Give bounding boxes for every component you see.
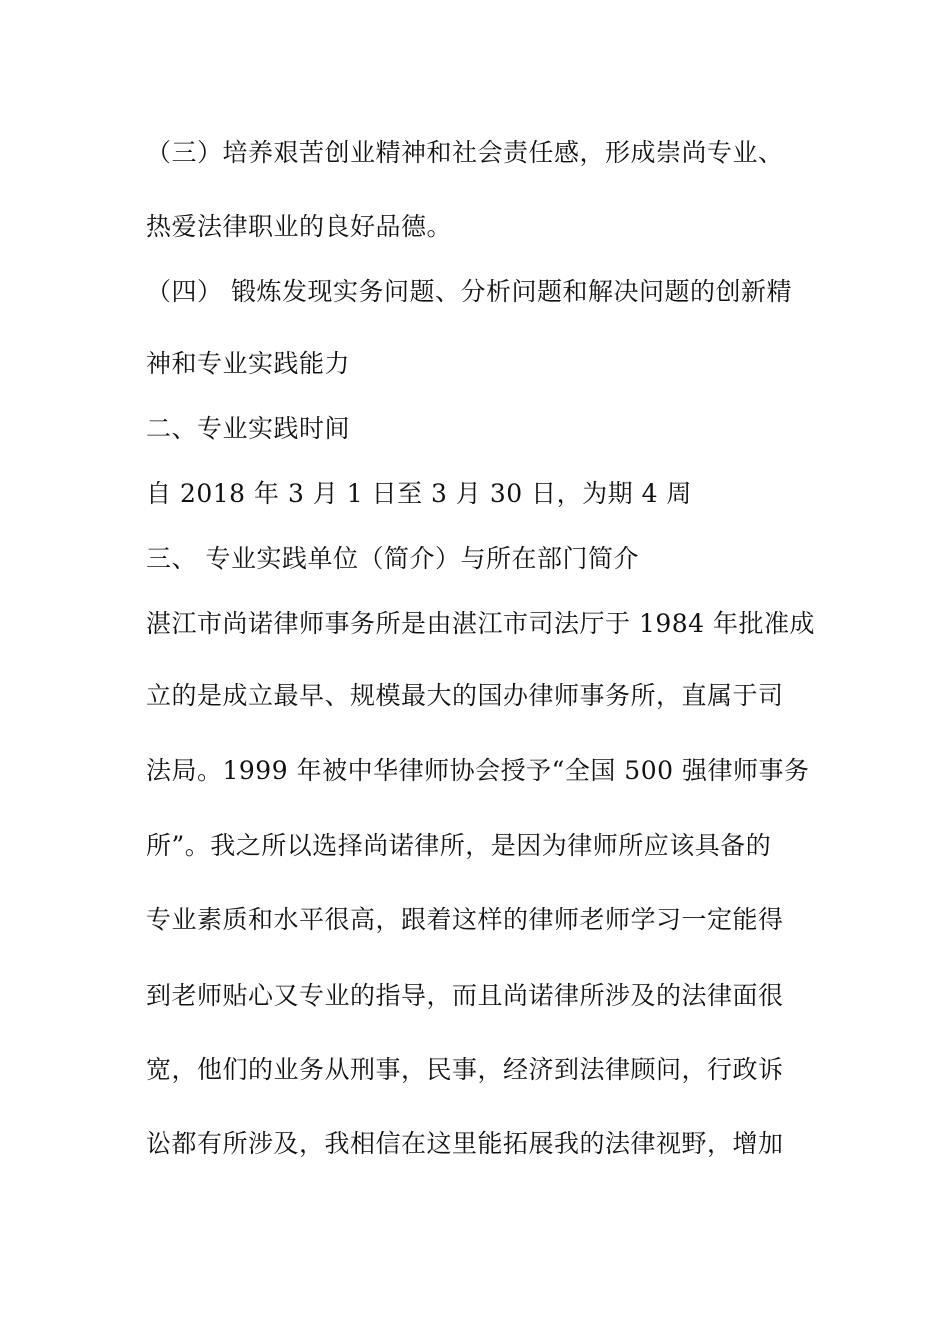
text-line: 法局。1999 年被中华律师协会授予“全国 500 强律师事务 bbox=[146, 756, 810, 785]
text-line: （三）培养艰苦创业精神和社会责任感，形成崇尚专业、 bbox=[146, 138, 784, 167]
text-line: 自 2018 年 3 月 1 日至 3 月 30 日，为期 4 周 bbox=[146, 479, 692, 508]
section-heading: 三、 专业实践单位（简介）与所在部门简介 bbox=[146, 544, 639, 573]
section-heading: 二、专业实践时间 bbox=[146, 414, 351, 443]
text-line: 讼都有所涉及，我相信在这里能拓展我的法律视野，增加 bbox=[146, 1129, 784, 1158]
text-line: 宽，他们的业务从刑事，民事，经济到法律顾问，行政诉 bbox=[146, 1055, 784, 1084]
text-line: 湛江市尚诺律师事务所是由湛江市司法厅于 1984 年批准成 bbox=[146, 609, 816, 638]
text-line: 专业素质和水平很高，跟着这样的律师老师学习一定能得 bbox=[146, 905, 784, 934]
text-line: 所”。我之所以选择尚诺律所，是因为律师所应该具备的 bbox=[146, 831, 772, 860]
text-line: 神和专业实践能力 bbox=[146, 349, 351, 378]
text-line: 立的是成立最早、规模最大的国办律师事务所，直属于司 bbox=[146, 681, 784, 710]
text-line: （四） 锻炼发现实务问题、分析问题和解决问题的创新精 bbox=[146, 277, 792, 306]
text-line: 热爱法律职业的良好品德。 bbox=[146, 212, 453, 241]
text-line: 到老师贴心又专业的指导，而且尚诺律所涉及的法律面很 bbox=[146, 981, 784, 1010]
